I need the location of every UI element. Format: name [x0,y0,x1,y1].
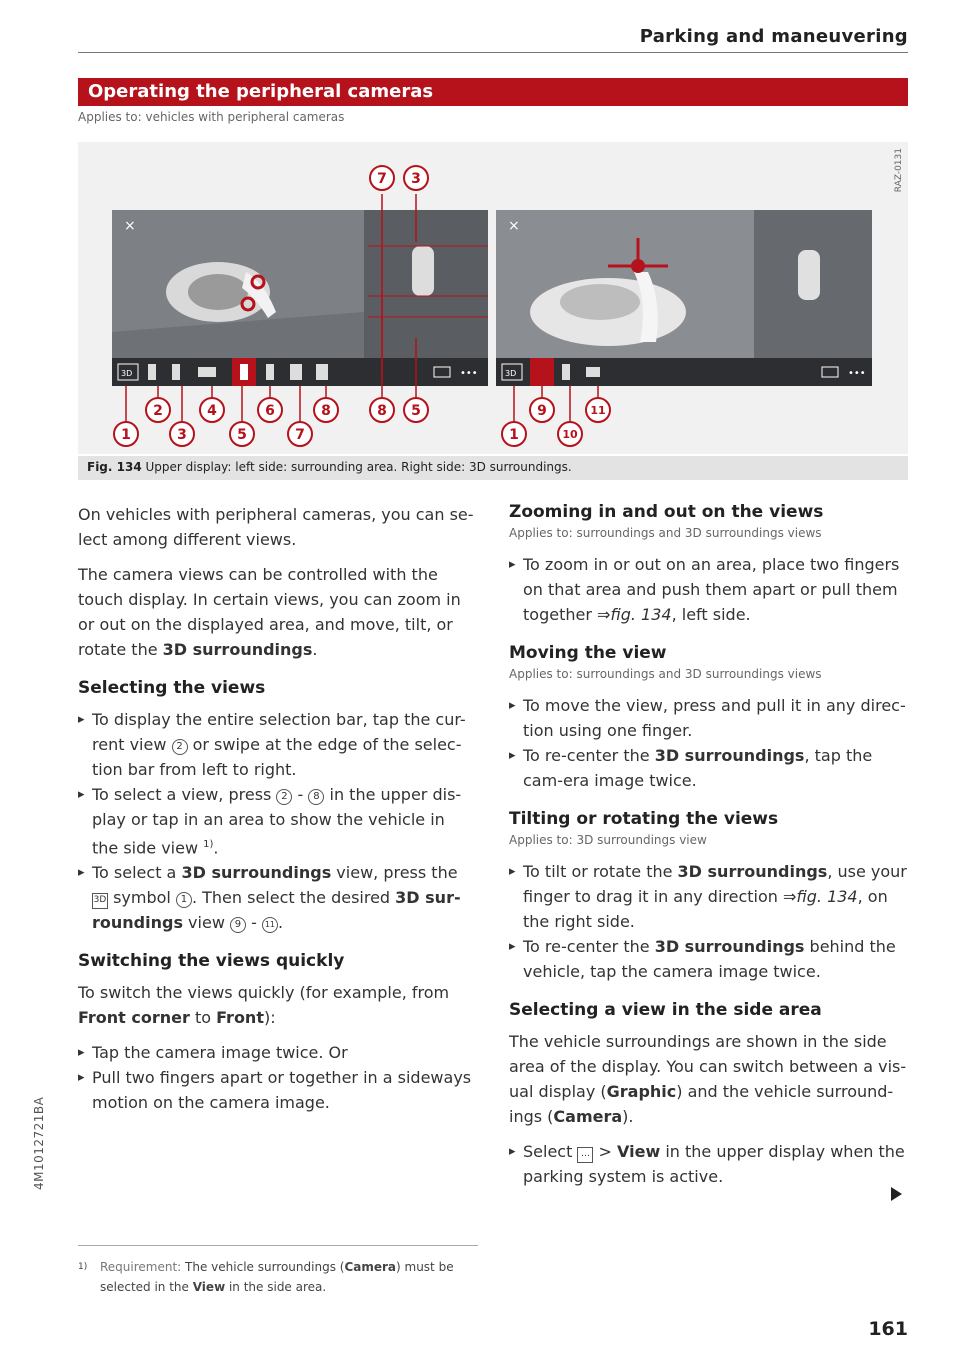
side-area-paragraph: The vehicle surroundings are shown in the side area of the display. You can switch between a vis-ual display (Graphic) and the vehicle surround-ings (Camera). [509,1032,907,1126]
svg-text:•••: ••• [848,368,866,379]
selecting-bullet-2: ▸ To select a view, press 2 - 8 in the upper dis-play or tap in an area to show the vehicle in the side view $^{1)}$. [78,782,474,860]
switching-bullet-2: ▸ Pull two fingers apart or together in a sideways motion on the camera image. [78,1065,474,1115]
svg-text:3D: 3D [121,369,133,378]
svg-text:6: 6 [265,403,275,419]
svg-text:•••: ••• [460,368,478,379]
svg-text:3: 3 [177,427,187,443]
footnote-rule [78,1245,478,1246]
caption-number: Fig. 134 [87,460,142,474]
svg-text:5: 5 [237,427,247,443]
tilt-bullet-2: ▸ To re-center the 3D surroundings behind the vehicle, tap the camera image twice. [509,934,909,984]
car-side-view-left [412,246,434,296]
running-header: Parking and maneuvering [639,26,908,47]
footnote: 1) Requirement: The vehicle surroundings (Camera) must be selected in the View in the side area. [78,1260,454,1294]
svg-text:7: 7 [295,427,305,443]
header-rule [78,52,908,53]
selecting-bullet-1: ▸ To display the entire selection bar, tap the cur-rent view 2 or swipe at the edge of the selec-tion bar from left to right. [78,707,474,782]
heading-side-area: Selecting a view in the side area [509,1000,822,1020]
svg-text:9: 9 [537,403,547,419]
side-area-bullet-1: ▸ Select … > View in the upper display when the parking system is active. [509,1139,909,1189]
svg-text:11: 11 [590,404,606,417]
svg-text:3D: 3D [505,369,517,378]
heading-switching-views: Switching the views quickly [78,951,345,972]
heading-move: Moving the view [509,643,667,663]
intro-paragraph-1: On vehicles with peripheral cameras, you can se-lect among different views. [78,505,474,549]
heading-selecting-views: Selecting the views [78,678,266,698]
switching-bullet-1: ▸ Tap the camera image twice. Or [78,1040,474,1065]
svg-text:2: 2 [153,403,163,419]
tilt-applies: Applies to: 3D surroundings view [509,833,707,847]
continue-arrow-icon [891,1187,902,1201]
section-applies: Applies to: vehicles with peripheral cameras [78,110,345,124]
zoom-bullet-1: ▸ To zoom in or out on an area, place two fingers on that area and push them apart or pull them together ⇒fig. 134, left side. [509,552,909,627]
callout-ref-2: 2 [172,739,188,755]
page-number: 161 [868,1318,908,1340]
move-applies: Applies to: surroundings and 3D surroundings views [509,667,822,681]
more-options-icon: … [577,1147,593,1163]
figure-code: RAZ-0131 [894,148,904,193]
heading-zoom: Zooming in and out on the views [509,502,824,522]
switching-intro: To switch the views quickly (for example, from Front corner to Front): [78,983,450,1028]
figure-caption [78,456,908,480]
section-title: Operating the peripheral cameras [88,81,434,102]
svg-text:3: 3 [411,171,421,187]
car-side-view-right [798,250,820,300]
svg-text:7: 7 [377,171,387,187]
close-icon-left: × [124,218,136,234]
svg-text:1: 1 [509,427,519,443]
zoom-applies: Applies to: surroundings and 3D surroundings views [509,526,822,540]
svg-text:8: 8 [321,403,331,419]
figure-134 [78,142,908,454]
document-code: 4M1012721BA [32,1096,46,1190]
selecting-bullet-3: ▸ To select a 3D surroundings view, press the 3D symbol 1 . Then select the desired 3D sur-roundings view 9 - 11 . [78,860,474,935]
svg-text:4: 4 [207,403,217,419]
svg-text:10: 10 [562,428,578,441]
svg-text:5: 5 [411,403,421,419]
svg-text:8: 8 [377,403,387,419]
move-bullet-2: ▸ To re-center the 3D surroundings, tap the cam-era image twice. [509,743,909,793]
figure-illustration [78,142,908,454]
section-title-bar [78,78,908,106]
close-icon-right: × [508,218,520,234]
tilt-bullet-1: ▸ To tilt or rotate the 3D surroundings, use your finger to drag it in any direction ⇒fig. 134, on the right side. [509,859,909,934]
move-bullet-1: ▸ To move the view, press and pull it in any direc-tion using one finger. [509,693,909,743]
3d-symbol-icon: 3D [92,893,108,909]
caption-text: Upper display: left side: surrounding area. Right side: 3D surroundings. [145,460,572,474]
heading-tilt: Tilting or rotating the views [509,809,779,829]
svg-text:1: 1 [121,427,131,443]
intro-paragraph-2: The camera views can be controlled with the touch display. In certain views, you can zoom in or out on the displayed area, and move, tilt, or rotate the 3D surroundings. [78,565,461,659]
